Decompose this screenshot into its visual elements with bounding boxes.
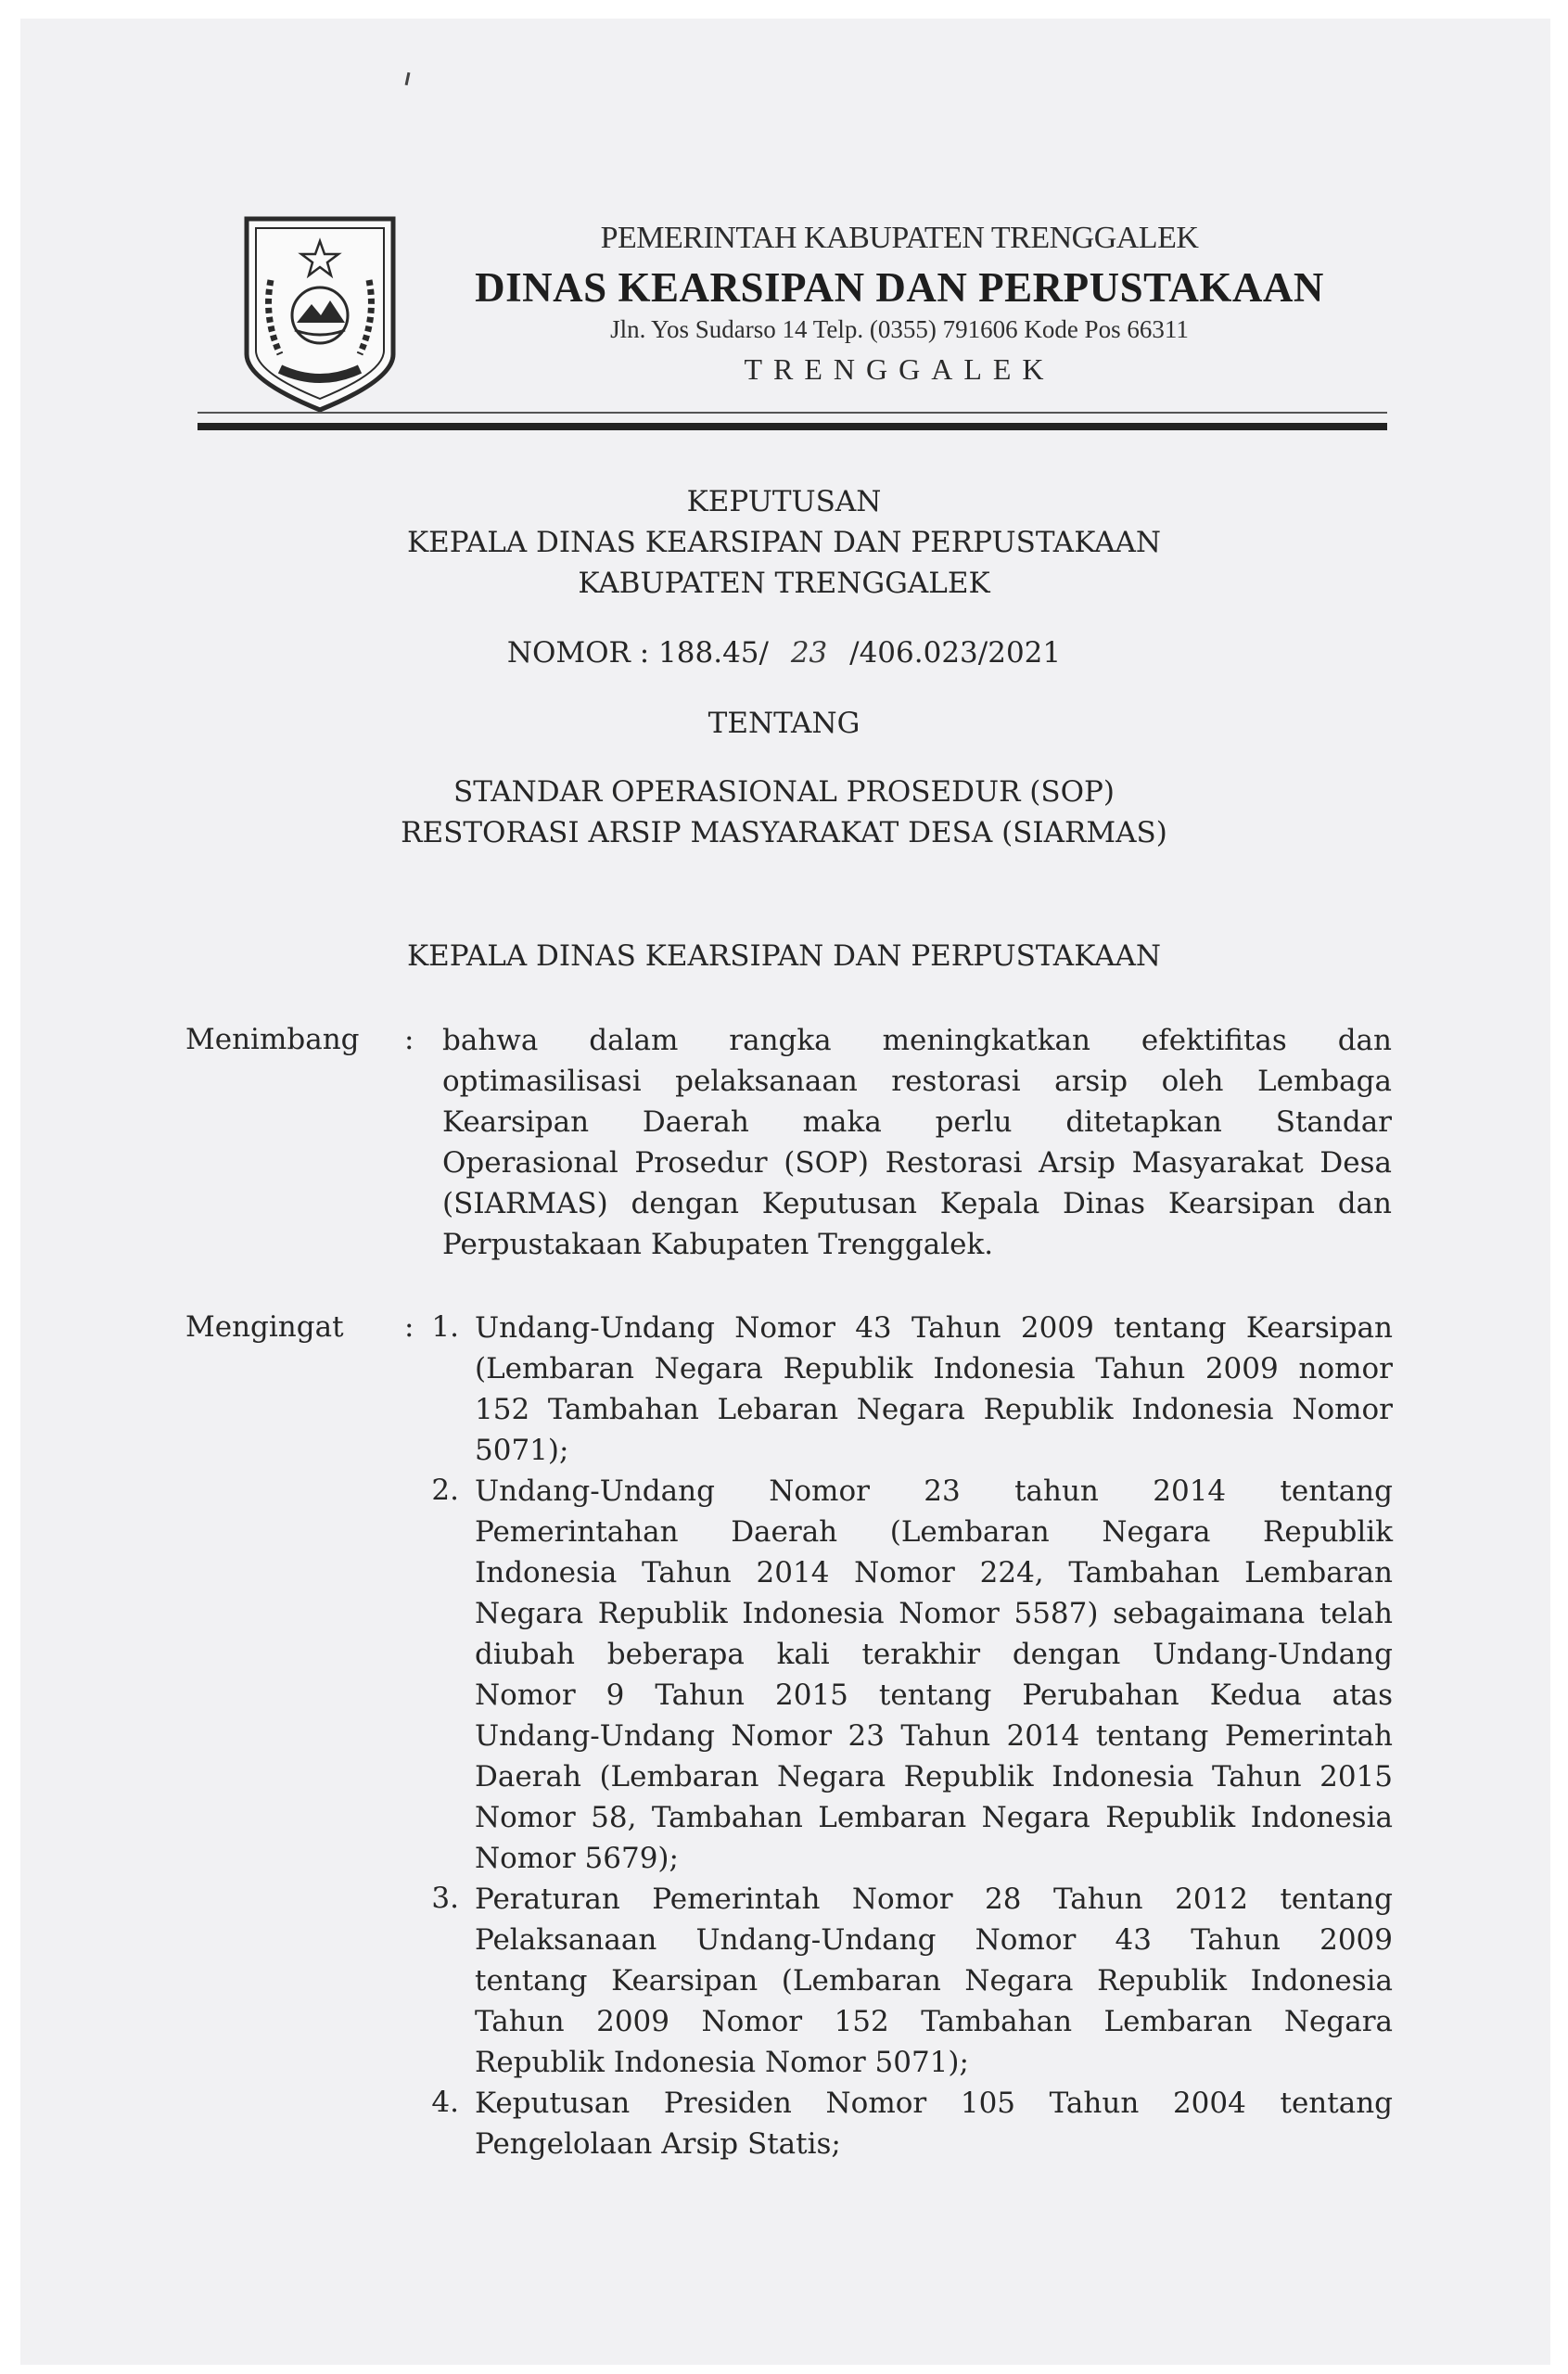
menimbang-line: Kearsipan Daerah maka perlu ditetapkan Standar [442,1105,1392,1139]
list-item-line: 152 Tambahan Lebaran Negara Republik Indonesia Nomor [475,1393,1393,1426]
list-item-line: Pelaksanaan Undang-Undang Nomor 43 Tahun 2009 [475,1923,1393,1957]
mengingat-colon: : [404,1310,414,1344]
decree-number [0,636,1568,670]
list-item [475,1308,1393,1471]
menimbang-line: Operasional Prosedur (SOP) Restorasi Arsip Masyarakat Desa [442,1146,1392,1180]
decree-number-suffix: /406.023/2021 [849,636,1062,670]
list-item-line: Nomor 9 Tahun 2015 tentang Perubahan Kedua atas [475,1678,1393,1712]
decree-title: KEPUTUSAN [686,485,882,518]
government-name: PEMERINTAH KABUPATEN TRENGGALEK [600,221,1199,255]
menimbang-text [442,1020,1392,1265]
subject-line-1: STANDAR OPERASIONAL PROSEDUR (SOP) [453,775,1115,809]
menimbang-colon: : [404,1023,414,1056]
list-item-line: diubah beberapa kali terakhir dengan Undang-Undang [475,1638,1393,1671]
list-item-line: Nomor 58, Tambahan Lembaran Negara Republik Indonesia [475,1801,1393,1834]
menimbang-line: Perpustakaan Kabupaten Trenggalek. [442,1228,994,1261]
letterhead-rule-thick [198,423,1387,430]
list-item-line: Peraturan Pemerintah Nomor 28 Tahun 2012 tentang [475,1883,1393,1916]
issuer-heading: KEPALA DINAS KEARSIPAN DAN PERPUSTAKAAN [407,939,1161,973]
decree-region-line: KABUPATEN TRENGGALEK [578,567,990,600]
list-item-line: Indonesia Tahun 2014 Nomor 224, Tambahan Lembaran [475,1556,1393,1589]
list-item-line: Negara Republik Indonesia Nomor 5587) sebagaimana telah [475,1597,1393,1630]
list-item-line: tentang Kearsipan (Lembaran Negara Republik Indonesia [475,1964,1393,1997]
menimbang-line: bahwa dalam rangka meningkatkan efektifitas dan [442,1024,1392,1057]
subject-line-2: RESTORASI ARSIP MASYARAKAT DESA (SIARMAS) [401,816,1167,849]
list-item-line: Undang-Undang Nomor 23 tahun 2014 tentang [475,1474,1393,1508]
list-item-line: Undang-Undang Nomor 43 Tahun 2009 tentang Kearsipan [475,1311,1393,1345]
agency-name: DINAS KEARSIPAN DAN PERPUSTAKAAN [475,264,1324,311]
list-item-line: Pengelolaan Arsip Statis; [475,2127,841,2161]
list-item [475,2083,1393,2164]
decree-number-prefix: NOMOR : 188.45/ [506,636,769,670]
menimbang-label: Menimbang [185,1023,360,1056]
list-item-line: (Lembaran Negara Republik Indonesia Tahun 2009 nomor [475,1352,1393,1385]
list-item-line: Tahun 2009 Nomor 152 Tambahan Lembaran Negara [475,2005,1393,2038]
list-item-line: Undang-Undang Nomor 23 Tahun 2014 tentang Pemerintah [475,1719,1393,1753]
list-item-line: 5071); [475,1434,569,1467]
list-item [475,1471,1393,1879]
agency-address: Jln. Yos Sudarso 14 Telp. (0355) 791606 Kode Pos 66311 [610,315,1189,343]
list-item-number: 1. [431,1310,459,1344]
decree-issuer-line: KEPALA DINAS KEARSIPAN DAN PERPUSTAKAAN [407,526,1161,559]
about-heading: TENTANG [708,707,860,740]
regency-emblem-logo [243,215,397,414]
list-item [475,1879,1393,2083]
mengingat-label: Mengingat [185,1310,344,1344]
menimbang-line: (SIARMAS) dengan Keputusan Kepala Dinas Kearsipan dan [442,1187,1392,1220]
list-item-line: Nomor 5679); [475,1842,679,1875]
menimbang-line: optimasilisasi pelaksanaan restorasi arsip oleh Lembaga [442,1065,1392,1098]
list-item-line: Daerah (Lembaran Negara Republik Indonesia Tahun 2015 [475,1760,1393,1793]
list-item-line: Republik Indonesia Nomor 5071); [475,2046,969,2079]
list-item-line: Pemerintahan Daerah (Lembaran Negara Republik [475,1515,1393,1549]
list-item-line: Keputusan Presiden Nomor 105 Tahun 2004 tentang [475,2087,1393,2120]
list-item-number: 4. [431,2086,459,2119]
list-item-number: 2. [431,1474,459,1507]
decree-number-handwritten: 23 [790,636,828,670]
list-item-number: 3. [431,1882,459,1915]
letterhead-rule-thin [198,412,1387,414]
agency-city: TRENGGALEK [744,352,1055,386]
